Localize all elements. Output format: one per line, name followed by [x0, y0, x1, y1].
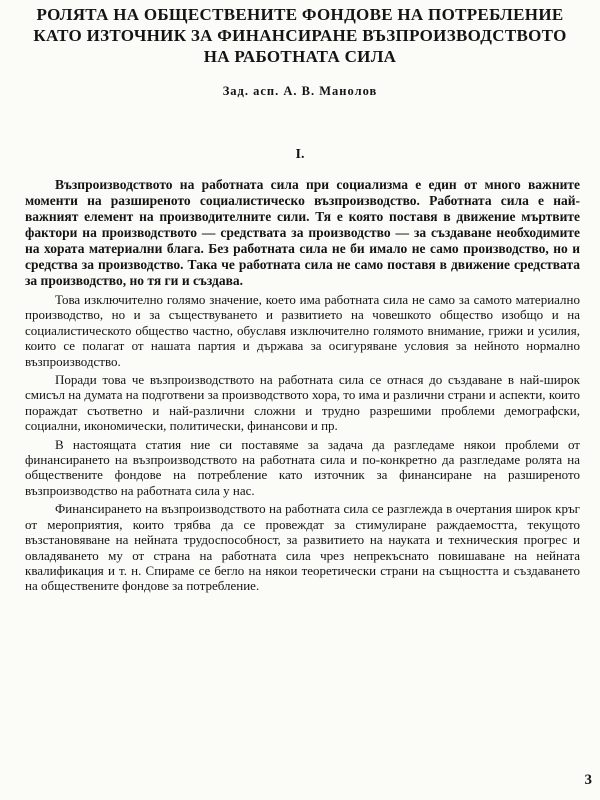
article-title [14, 4, 586, 67]
section-number: I. [295, 147, 305, 162]
paragraph: Финансирането на възпроизводството на работната сила се разглежда в очертания широк кръг от мероприятия, които трябва да се провеждат за стимулиране раждаемостта, текущото възстановяване на нейната трудоспособност, за развитието на науката и техническия прогрес и овладяването му от страна на работната сила чрез непрекъснато повишаване на нейната квалификация и т. н. Спираме се бегло на някои теоретически страни на същността и създаването на обществените фондове за потребление. [25, 501, 580, 594]
paragraph: Възпроизводството на работната сила при социализма е един от много важните моменти на разширеното социалистическо възпроизводство. Работната сила е най-важният елемент на производителните сили. Тя е която поставя в движение мъртвите фактори на производството — средствата за производство — за създаване необходимите на хората материални блага. Без работната сила не би имало не само производство, но и средства за производство. Така че работната сила не само поставя в движение средствата за производство, но тя ги и създава. [25, 177, 580, 288]
article-body [25, 177, 580, 597]
author-line: Зад. асп. А. В. Манолов [222, 84, 378, 98]
title-line: НА РАБОТНАТА СИЛА [203, 47, 397, 66]
paragraph: Това изключително голямо значение, което има работната сила не само за самото материално производство, но и за съществуването и развитието на човешкото общество изобщо и на социалистическото общество частно, обуславя изключително голямото внимание, грижи и усилия, които се полагат от нашата партия и държава за осигуряване условия за нейното нормално възпроизводство. [25, 292, 580, 369]
page-number: 3 [584, 772, 592, 788]
title-line: КАТО ИЗТОЧНИК ЗА ФИНАНСИРАНЕ ВЪЗПРОИЗВОДСТВОТО [33, 26, 567, 45]
title-line: РОЛЯТА НА ОБЩЕСТВЕНИТЕ ФОНДОВЕ НА ПОТРЕБЛЕНИЕ [36, 5, 564, 24]
paragraph: Поради това че възпроизводството на работната сила се отнася до създаване в най-широк смисъл на думата на подготвени за производството хора, то има и различни страни и аспекти, които пораждат съответно и най-различни сложни и трудно разрешими проблеми демографски, социални, икономически, политически, финансови и пр. [25, 372, 580, 434]
paragraph: В настоящата статия ние си поставяме за задача да разгледаме някои проблеми от финансирането на възпроизводството на работната сила и по-конкретно да разгледаме ролята на обществените фондове на потребление като източник за финансиране на разширеното възпроизводство на работната сила у нас. [25, 436, 580, 498]
